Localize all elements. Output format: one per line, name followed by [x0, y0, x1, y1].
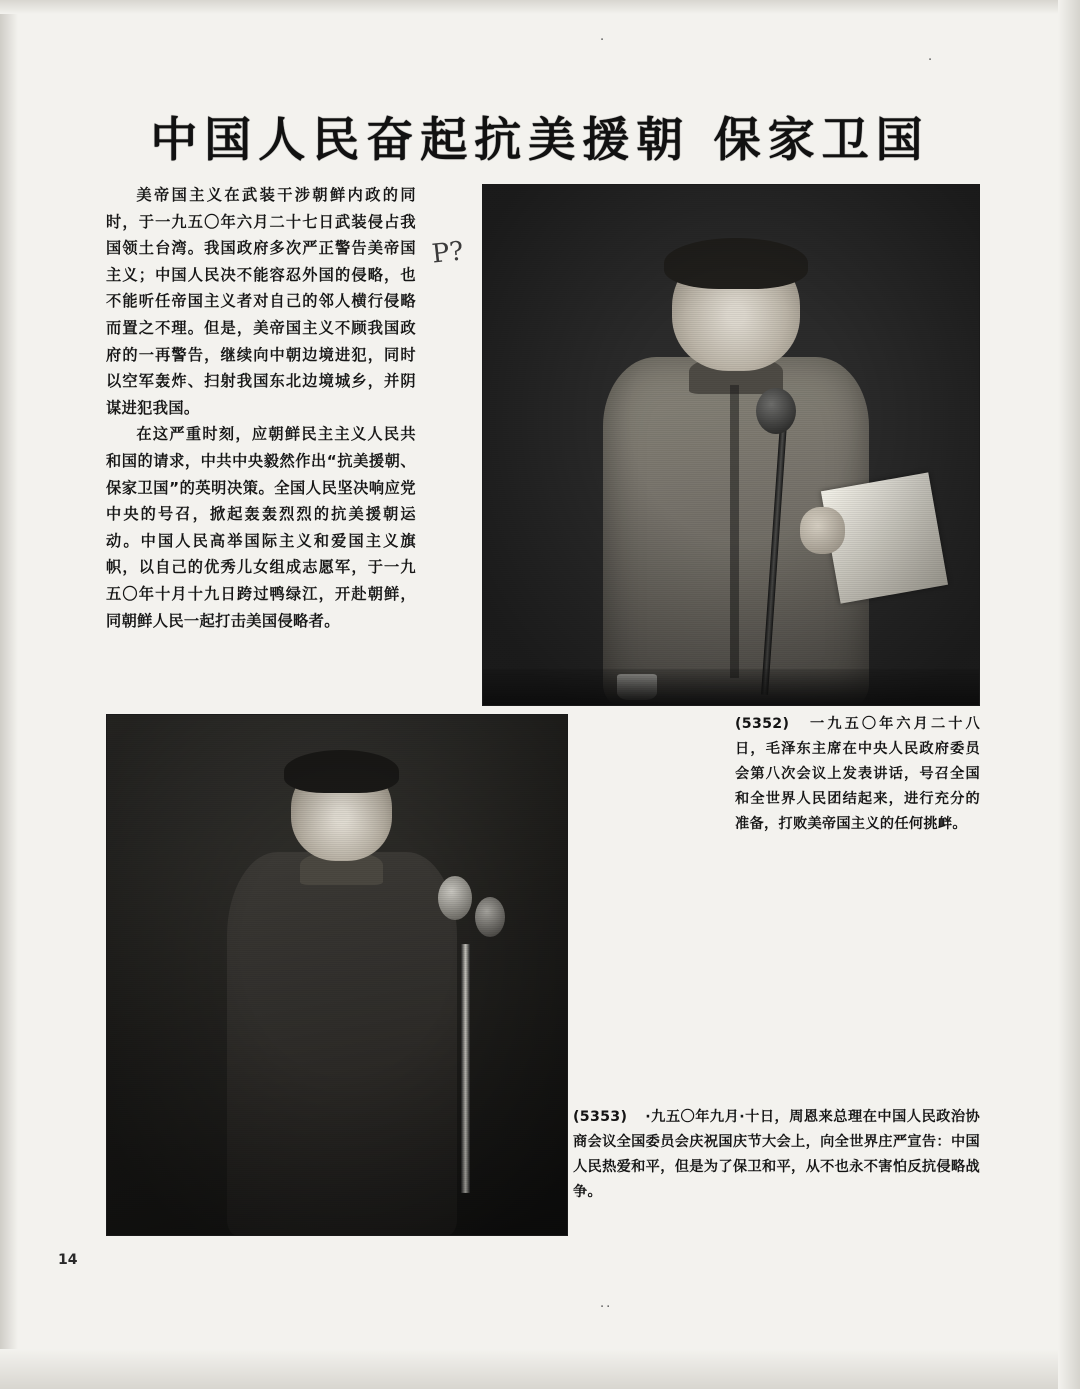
body-paragraph-2: 在这严重时刻，应朝鲜民主主义人民共和国的请求，中共中央毅然作出“抗美援朝、保家卫国”的英明决策。全国人民坚决响应党中央的号召，掀起轰轰烈烈的抗美援朝运动。中国人民高举国际主义和爱国主义旗帜，以自己的优秀儿女组成志愿军，于一九五〇年十月十九日跨过鸭绿江，开赴朝鲜，同朝鲜人民一起打击美国侵略者。 — [106, 425, 416, 630]
scan-speck-top: · — [600, 33, 605, 48]
caption-figure-5352 — [735, 712, 980, 837]
paper-bottom-edge — [0, 1349, 1080, 1389]
handwritten-pencil-mark: P? — [430, 236, 465, 270]
photo-zhou-speech — [106, 714, 568, 1236]
scan-speck-bottom: ·· — [600, 1300, 613, 1315]
caption-text-5352: 一九五〇年六月二十八日，毛泽东主席在中央人民政府委员会第八次会议上发表讲话，号召全国和全世界人民团结起来，进行充分的准备，打败美帝国主义的任何挑衅。 — [735, 716, 980, 832]
body-text — [106, 182, 416, 634]
photo-mao-speech — [482, 184, 980, 706]
scan-speck-top-right: · — [928, 53, 933, 68]
photo-vignette-overlay — [483, 185, 979, 705]
body-paragraph-1: 美帝国主义在武装干涉朝鲜内政的同时，于一九五〇年六月二十七日武装侵占我国领土台湾。我国政府多次严正警告美帝国主义；中国人民决不能容忍外国的侵略，也不能听任帝国主义者对自己的邻人横行侵略而置之不理。但是，美帝国主义不顾我国政府的一再警告，继续向中朝边境进犯，同时以空军轰炸、扫射我国东北边境城乡，并阴谋进犯我国。 — [106, 186, 416, 417]
page-title: 中国人民奋起抗美援朝 保家卫国 — [150, 113, 930, 169]
caption-figure-5353 — [573, 1105, 980, 1205]
photo-vignette-overlay — [107, 715, 567, 1235]
caption-number-5353: (5353) — [573, 1109, 628, 1125]
caption-number-5352: (5352) — [735, 716, 790, 732]
page-number: 14 — [58, 1252, 78, 1268]
caption-text-5353: ·九五〇年九月·十日，周恩来总理在中国人民政治协商会议全国委员会庆祝国庆节大会上，向全世界庄严宣告：中国人民热爱和平，但是为了保卫和平，从不也永不害怕反抗侵略战争。 — [573, 1109, 980, 1200]
paper-top-edge — [0, 0, 1080, 14]
